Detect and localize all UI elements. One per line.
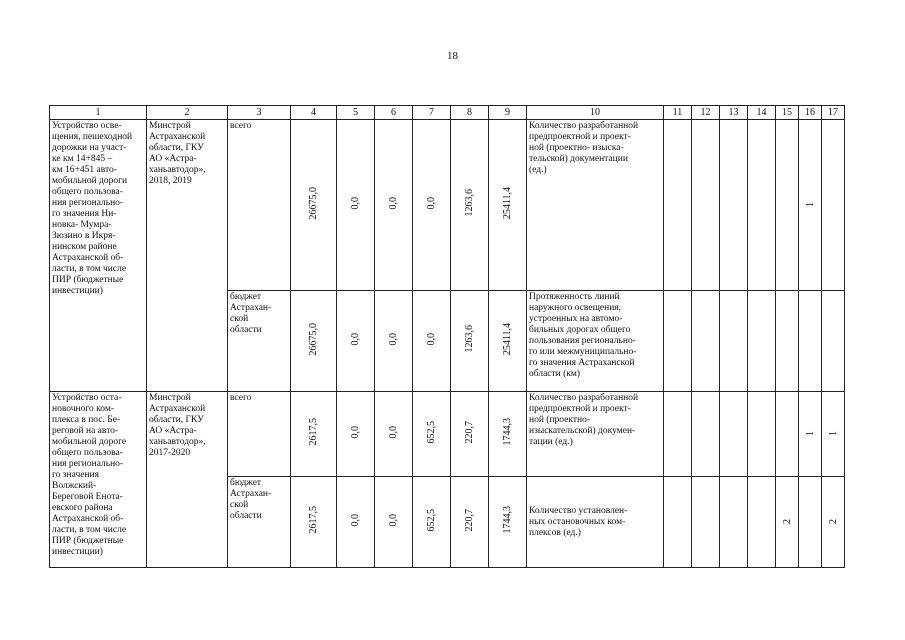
year-value: 0,0 (350, 332, 361, 346)
total-cost: 26675,0 (308, 186, 319, 220)
column-number: 8 (451, 106, 489, 120)
column-number: 15 (776, 106, 799, 120)
indicator-text: Количество разработанной предпроектной и проект- ной (проектно- изыскательской) докумен- тации (ед.) (527, 392, 664, 477)
year-value: 0,0 (350, 425, 361, 439)
year-value: 1263,6 (464, 189, 475, 217)
column-number: 13 (720, 106, 748, 120)
year-value: 220,7 (464, 420, 475, 444)
column-number: 9 (489, 106, 527, 120)
year-value: 0,0 (388, 196, 399, 210)
year-value: 0,0 (350, 513, 361, 527)
column-number: 14 (748, 106, 776, 120)
year-value: 0,0 (388, 425, 399, 439)
indicator-text: Количество разработанной предпроектной и проект- ной (проектно- изыска- тельской) документации (ед.) (527, 120, 664, 291)
target-value: 1 (827, 430, 839, 436)
column-number: 1 (50, 106, 147, 120)
total-cost: 26675,0 (308, 322, 319, 356)
funding-source: бюджет Астрахан- ской области (228, 477, 291, 568)
column-number: 12 (692, 106, 720, 120)
year-value: 1744,3 (502, 506, 513, 534)
project-name: Устройство осве- щения, пешеходной дорожки на участ- ке км 14+845 – км 16+451 авто- мобильной дороги общего пользова- ния регионально- го значения Ни- новка- Мумра- Зюзино в Икря- нинском районе Астраханской об- ласти, в том числе ПИР (бюджетные инвестиции) (50, 120, 147, 392)
column-number: 4 (291, 106, 337, 120)
project-executor: Минстрой Астраханской области, ГКУ АО «Астра- ханьавтодор», 2017-2020 (147, 392, 228, 568)
year-value: 0,0 (388, 332, 399, 346)
total-cost: 2617,5 (308, 418, 319, 446)
target-value: 1 (804, 201, 816, 207)
column-number: 17 (822, 106, 845, 120)
target-value: 2 (827, 518, 839, 524)
column-number: 2 (147, 106, 228, 120)
column-number: 5 (337, 106, 375, 120)
year-value: 0,0 (426, 196, 437, 210)
funding-source: всего (228, 392, 291, 477)
funding-source: всего (228, 120, 291, 291)
column-number: 10 (527, 106, 664, 120)
year-value: 0,0 (350, 196, 361, 210)
column-number: 7 (413, 106, 451, 120)
year-value: 652,5 (426, 508, 437, 532)
year-value: 0,0 (388, 513, 399, 527)
year-value: 1263,6 (464, 325, 475, 353)
project-name: Устройство оста- новочного ком- плекса в пос. Бе- реговой на авто- мобильной дороге общего пользова- ния регионально- го значения Волжский- Береговой Енота- евского района Астраханской об- ласти, в том числе ПИР (бюджетные инвестиции) (50, 392, 147, 568)
year-value: 0,0 (426, 332, 437, 346)
column-number-row (50, 106, 845, 120)
column-number: 3 (228, 106, 291, 120)
column-number: 11 (664, 106, 692, 120)
year-value: 652,5 (426, 420, 437, 444)
indicator-text: Протяженность линий наружного освещения, устроенных на автомо- бильных дорогах общего пользования регионально- го или межмуниципально- го значения Астраханской области (км) (527, 291, 664, 392)
target-value: 1 (804, 430, 816, 436)
column-number: 16 (799, 106, 822, 120)
total-cost: 2617,5 (308, 506, 319, 534)
table-row (50, 120, 845, 291)
year-value: 25411,4 (502, 322, 513, 356)
page-number: 18 (447, 50, 458, 62)
project-executor: Минстрой Астраханской области, ГКУ АО «Астра- ханьавтодор», 2018, 2019 (147, 120, 228, 392)
funding-source: бюджет Астрахан- ской области (228, 291, 291, 392)
table-row (50, 392, 845, 477)
column-number: 6 (375, 106, 413, 120)
program-table (49, 105, 845, 568)
target-value: 2 (781, 518, 793, 524)
year-value: 1744,3 (502, 418, 513, 446)
indicator-text: Количество установлен- ных остановочных ком- плексов (ед.) (527, 477, 664, 568)
year-value: 220,7 (464, 508, 475, 532)
year-value: 25411,4 (502, 186, 513, 220)
